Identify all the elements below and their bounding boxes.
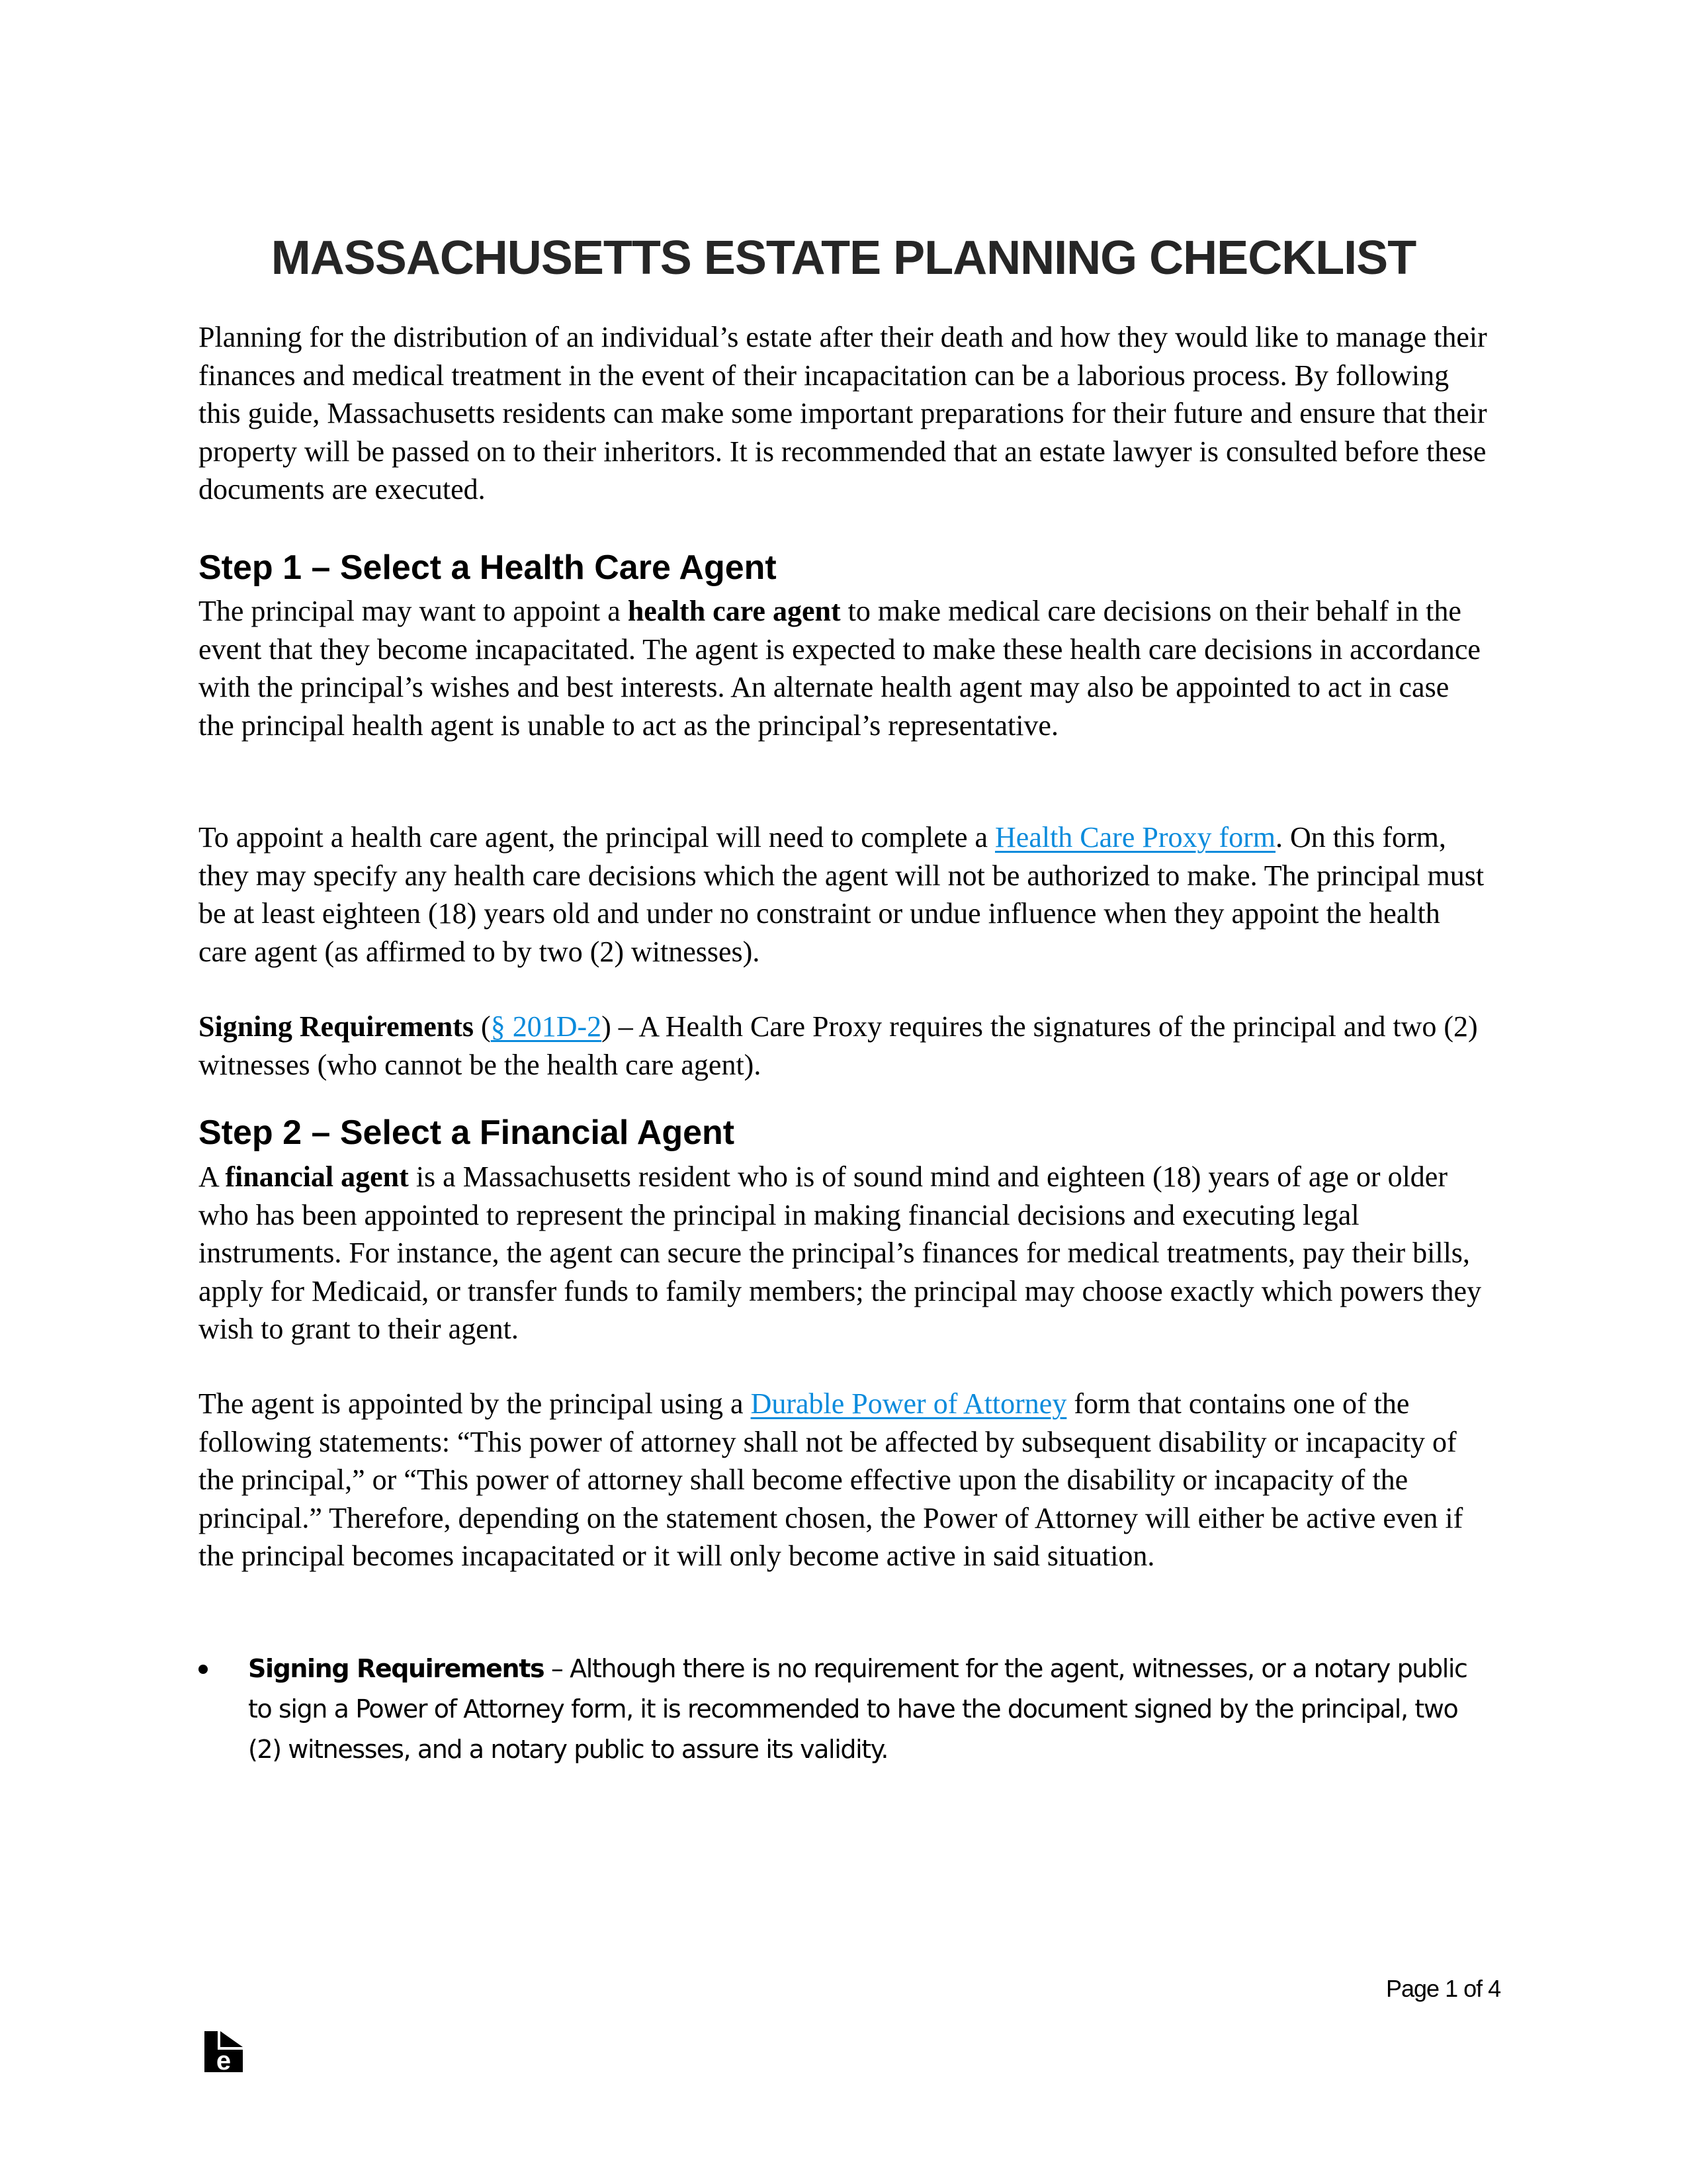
step1-signing-requirements: Signing Requirements (§ 201D-2) – A Health Care Proxy requires the signatures of the principal and two (2) witnesses (who cannot be the health care agent). (198, 1010, 1478, 1081)
signing-requirements-list (198, 1649, 1489, 1770)
statute-201d-2-link[interactable]: § 201D-2 (490, 1010, 602, 1043)
list-item (198, 1649, 1489, 1770)
document-title: MASSACHUSETTS ESTATE PLANNING CHECKLIST (271, 232, 1416, 284)
intro-paragraph: Planning for the distribution of an individual’s estate after their death and how they would like to manage their finances and medical treatment in the event of their incapacitation can be a laborious process. By following this guide, Massachusetts residents can make some important preparations for their future and ensure that their property will be passed on to their inheritors. It is recommended that an estate lawyer is consulted before these documents are executed. (198, 321, 1487, 505)
eforms-logo-icon (204, 2031, 243, 2072)
step1-paragraph-2: To appoint a health care agent, the principal will need to complete a Health Care Proxy form. On this form, they may specify any health care decisions which the agent will not be authorized to make. The principal must be at least eighteen (18) years old and under no constraint or undue influence when they appoint the health care agent (as affirmed to by two (2) witnesses). (198, 821, 1485, 968)
signing-requirements-label: Signing Requirements (198, 1010, 474, 1043)
bullet-label: Signing Requirements (248, 1654, 544, 1683)
bullet-icon (198, 1665, 208, 1674)
step1-heading: Step 1 – Select a Health Care Agent (198, 548, 777, 587)
step1-paragraph-1: The principal may want to appoint a health care agent to make medical care decisions on their behalf in the event that they become incapacitated. The agent is expected to make these health care decisions in accordance with the principal’s wishes and best interests. An alternate health agent may also be appointed to act in case the principal health agent is unable to act as the principal’s representative. (198, 595, 1481, 742)
financial-agent-term: financial agent (225, 1160, 409, 1193)
step2-paragraph-2: The agent is appointed by the principal using a Durable Power of Attorney form that contains one of the following statements: “This power of attorney shall not be affected by subsequent disability or incapacity of the principal,” or “This power of attorney shall become effective upon the disability or incapacity of the principal.” Therefore, depending on the statement chosen, the Power of Attorney will either be active even if the principal becomes incapacitated or it will only become active in said situation. (198, 1387, 1463, 1572)
health-care-agent-term: health care agent (627, 595, 841, 627)
step2-heading: Step 2 – Select a Financial Agent (198, 1114, 735, 1152)
page-number: Page 1 of 4 (1386, 1975, 1501, 2002)
bullet-text: – Although there is no requirement for the agent, witnesses, or a notary public to sign a Power of Attorney form, it is recommended to have the document signed by the principal, two (2) witnesses, and a notary public to assure its validity. (248, 1654, 1467, 1764)
durable-power-of-attorney-link[interactable]: Durable Power of Attorney (750, 1387, 1067, 1420)
health-care-proxy-form-link[interactable]: Health Care Proxy form (995, 821, 1276, 853)
step2-paragraph-1: A financial agent is a Massachusetts resident who is of sound mind and eighteen (18) years of age or older who has been appointed to represent the principal in making financial decisions and executing legal instruments. For instance, the agent can secure the principal’s finances for medical treatments, pay their bills, apply for Medicaid, or transfer funds to family members; the principal may choose exactly which powers they wish to grant to their agent. (198, 1160, 1482, 1345)
svg-text:e: e (216, 2046, 232, 2072)
